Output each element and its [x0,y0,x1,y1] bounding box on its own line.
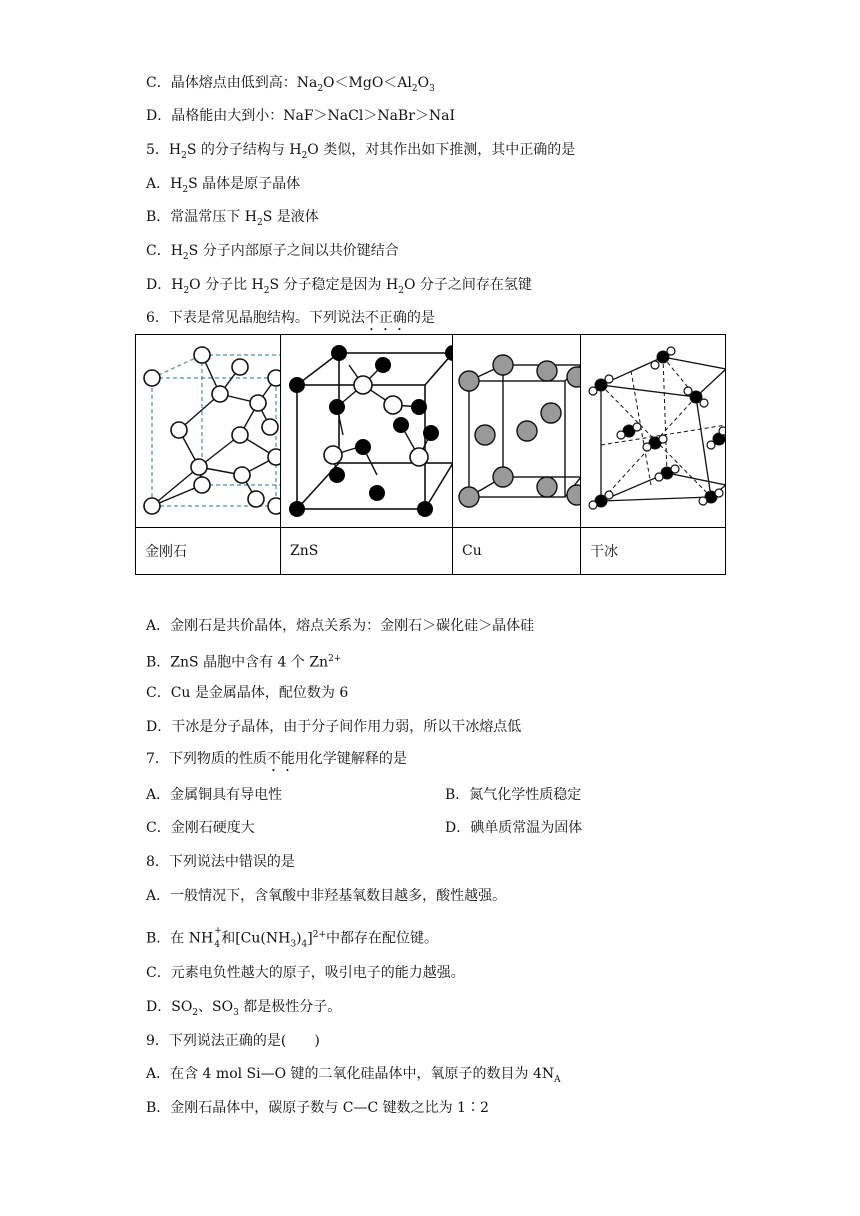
q8-option-b: B．在 NH + 4 和$[Cu(NH_3)_4]^{2+}$中都存在配位键。 [146,926,439,950]
q8-option-a: A．一般情况下，含氧酸中非羟基氧数目越多，酸性越强。 [146,888,507,904]
q5-option-a: A．$H_2S$ 晶体是原子晶体 [146,176,301,195]
q6-option-c: C．Cu 是金属晶体，配位数为 6 [146,685,349,701]
cell-label-dry-ice: 干冰 [581,528,726,575]
q8-option-d: D．$SO_2$、$SO_3$ 都是极性分子。 [146,999,342,1018]
q7-option-a: A．金属铜具有导电性 [146,787,283,803]
q7-option-b: B．氮气化学性质稳定 [445,787,582,803]
q7-option-d: D．碘单质常温为固体 [445,820,583,836]
q8-stem: 8．下列说法中错误的是 [146,854,295,870]
cu-cell-image [453,335,581,528]
emphasis-dotted-text: 不正确 [364,310,407,326]
cell-label-diamond: 金刚石 [136,528,281,575]
crystal-structure-table [135,334,726,575]
diamond-cell-image [136,335,281,528]
q8-option-c: C．元素电负性越大的原子，吸引电子的能力越强。 [146,965,465,981]
q5-stem: 5．$H_2S$ 的分子结构与 $H_2O$ 类似，对其作出如下推测，其中正确的是 [146,142,576,161]
cell-label-zns: ZnS [281,528,453,575]
q6-option-d: D．干冰是分子晶体，由于分子间作用力弱，所以干冰熔点低 [146,719,522,735]
cell-label-cu: Cu [453,528,581,575]
dry-ice-cell-image [581,335,726,528]
q7-option-c: C．金刚石硬度大 [146,820,255,836]
q9-option-a: A．在含 4 mol Si—O 键的二氧化硅晶体中，氧原子的数目为 $4N_A$ [146,1066,561,1085]
q7-stem: 7．下列物质的性质不能用化学键解释的是 [146,751,407,767]
q5-option-d: D．$H_2O$ 分子比 $H_2S$ 分子稳定是因为 $H_2O$ 分子之间存在氢键 [146,277,532,296]
q6-stem: 6．下表是常见晶胞结构。下列说法不正确的是 [146,310,435,326]
zns-cell-image [281,335,453,528]
emphasis-dotted-text: 不能 [266,751,295,767]
q5-option-c: C．$H_2S$ 分子内部原子之间以共价键结合 [146,243,399,262]
q4-option-d: D．晶格能由大到小：NaF＞NaCl＞NaBr＞NaI [146,108,456,124]
q6-option-b: B．ZnS 晶胞中含有 4 个 $Zn^{2+}$ [146,654,342,671]
q6-option-a: A．金刚石是共价晶体，熔点关系为：金刚石＞碳化硅＞晶体硅 [146,618,535,634]
q9-option-b: B．金刚石晶体中，碳原子数与 C—C 键数之比为 1∶2 [146,1100,489,1116]
q9-stem: 9．下列说法正确的是( ) [146,1033,320,1049]
q5-option-b: B．常温常压下 $H_2S$ 是液体 [146,209,319,228]
q4-option-c: C．晶体熔点由低到高：$Na_2O<MgO<Al_2O_3$ [146,75,435,94]
